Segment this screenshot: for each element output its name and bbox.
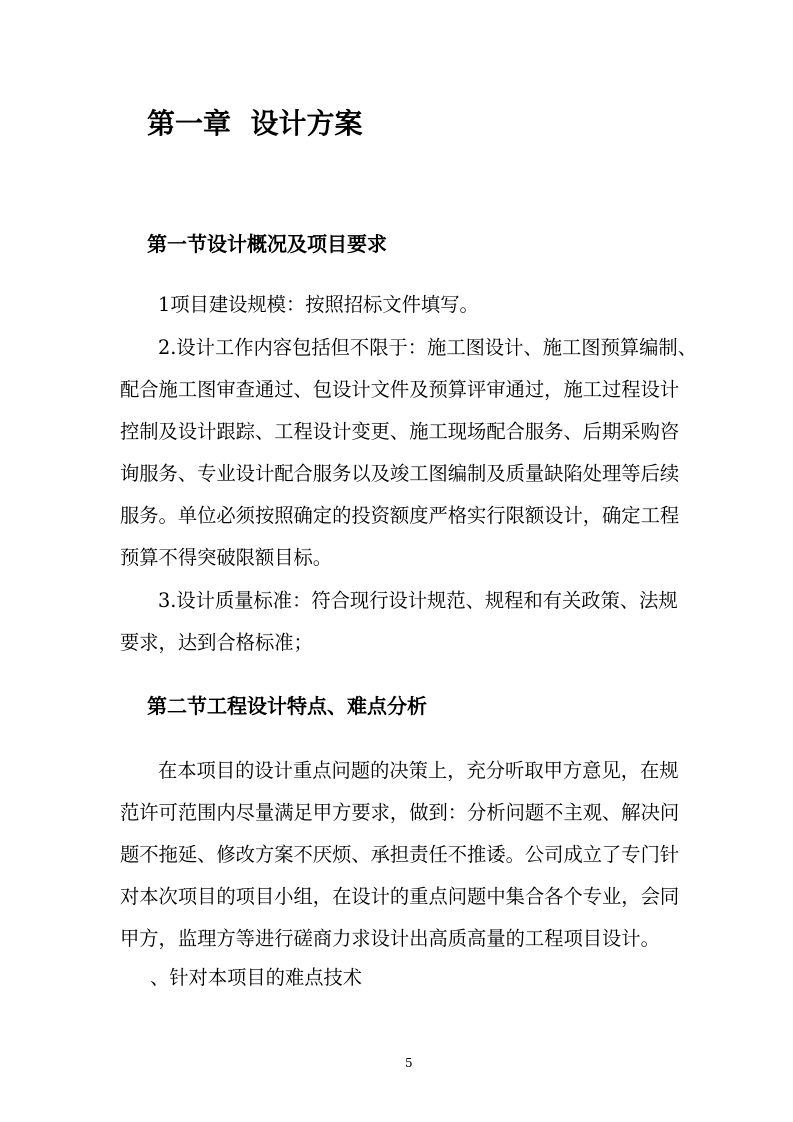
paragraph-line: 对本次项目的项目小组，在设计的重点问题中集合各个专业，会同 <box>120 885 680 908</box>
paragraph-line: 3.设计质量标准：符合现行设计规范、规程和有关政策、法规 <box>158 589 678 612</box>
paragraph-line: 服务。单位必须按照确定的投资额度严格实行限额设计，确定工程 <box>120 504 680 527</box>
paragraph-line: 配合施工图审查通过、包设计文件及预算评审通过，施工过程设计 <box>120 378 680 401</box>
paragraph-line: 、针对本项目的难点技术 <box>150 966 363 989</box>
paragraph-line: 题不拖延、修改方案不厌烦、承担责任不推诿。公司成立了专门针 <box>120 843 680 866</box>
chapter-title: 第一章 设计方案 <box>147 107 363 140</box>
paragraph-line: 要求，达到合格标准； <box>120 631 313 654</box>
page-number: 5 <box>405 1056 413 1070</box>
section-heading: 第二节工程设计特点、难点分析 <box>147 694 427 718</box>
paragraph-line: 甲方，监理方等进行磋商力求设计出高质高量的工程项目设计。 <box>120 927 660 950</box>
section-heading: 第一节设计概况及项目要求 <box>147 232 387 256</box>
paragraph-line: 在本项目的设计重点问题的决策上，充分听取甲方意见，在规 <box>158 759 679 782</box>
paragraph-line: 范许可范围内尽量满足甲方要求，做到：分析问题不主观、解决问 <box>120 801 680 824</box>
paragraph-line: 2.设计工作内容包括但不限于：施工图设计、施工图预算编制、 <box>158 336 697 359</box>
paragraph-line: 预算不得突破限额目标。 <box>120 546 333 569</box>
paragraph-line: 控制及设计跟踪、工程设计变更、施工现场配合服务、后期采购咨 <box>120 420 680 443</box>
paragraph-line: 询服务、专业设计配合服务以及竣工图编制及质量缺陷处理等后续 <box>120 462 680 485</box>
paragraph-line: 1项目建设规模：按照招标文件填写。 <box>158 293 479 316</box>
